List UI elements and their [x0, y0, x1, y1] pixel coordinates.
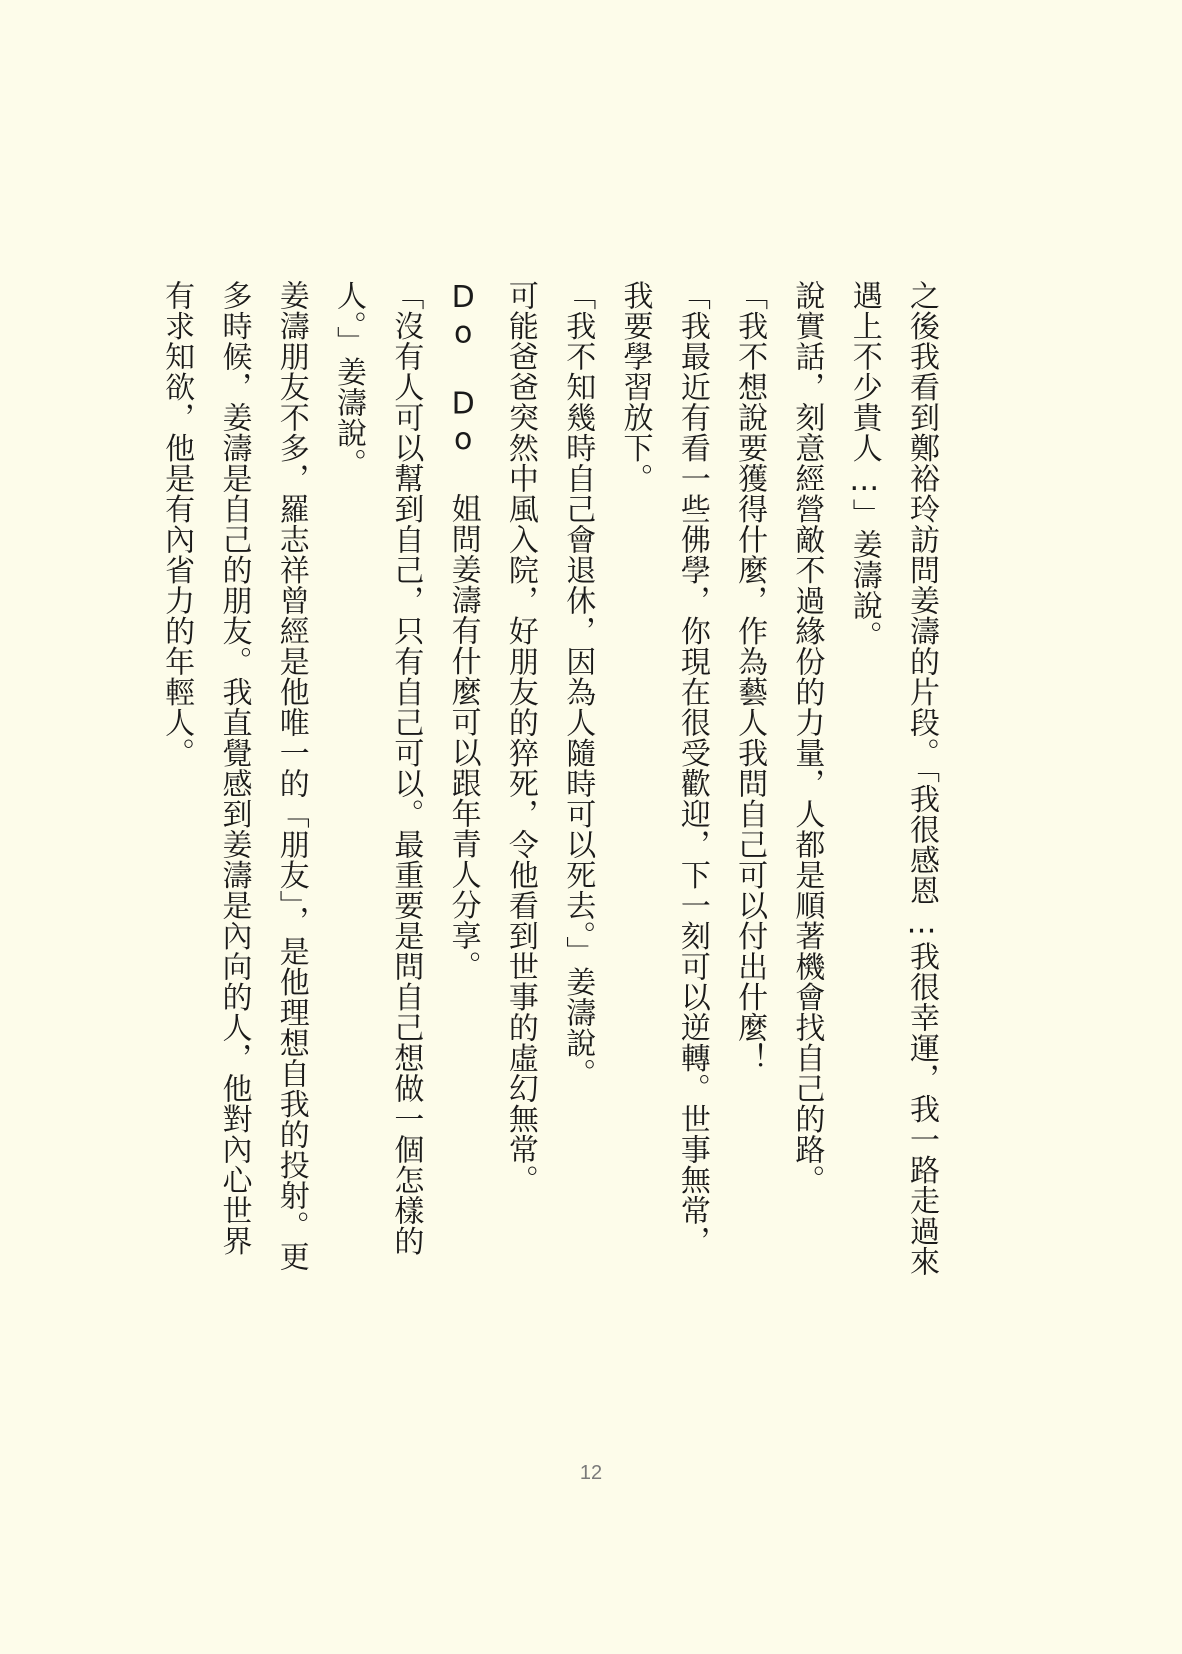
paragraph-7: Do Do 姐問姜濤有什麼可以跟年青人分享。	[445, 280, 481, 981]
paragraph-1: 之後我看到鄭裕玲訪問姜濤的片段。「我很感恩…我很幸運，我一路走過來遇上不少貴人…」姜濤說。	[846, 280, 939, 1277]
page-number: 12	[579, 1462, 603, 1484]
paragraph-4: 「我最近有看一些佛學，你現在很受歡迎，下一刻可以逆轉。世事無常，我要學習放下。	[617, 280, 710, 1256]
paragraph-3: 「我不想說要獲得什麼，作為藝人我問自己可以付出什麼！	[732, 280, 768, 1073]
vertical-text-body	[148, 280, 950, 1280]
paragraph-8: 「沒有人可以幫到自己，只有自己可以。最重要是問自己想做一個怎樣的人。」姜濤說。	[331, 280, 424, 1256]
paragraph-5: 「我不知幾時自己會退休，因為人隨時可以死去。」姜濤說。	[560, 280, 596, 1089]
paragraph-2: 說實話，刻意經營敵不過緣份的力量，人都是順著機會找自己的路。	[789, 280, 825, 1195]
paragraph-6: 可能爸爸突然中風入院，好朋友的猝死，令他看到世事的虛幻無常。	[502, 280, 538, 1195]
paragraph-9: 姜濤朋友不多，羅志祥曾經是他唯一的「朋友」，是他理想自我的投射。更多時候，姜濤是自己的朋友。我直覺感到姜濤是內向的人，他對內心世界有求知欲，他是有內省力的年輕人。	[159, 280, 309, 1272]
